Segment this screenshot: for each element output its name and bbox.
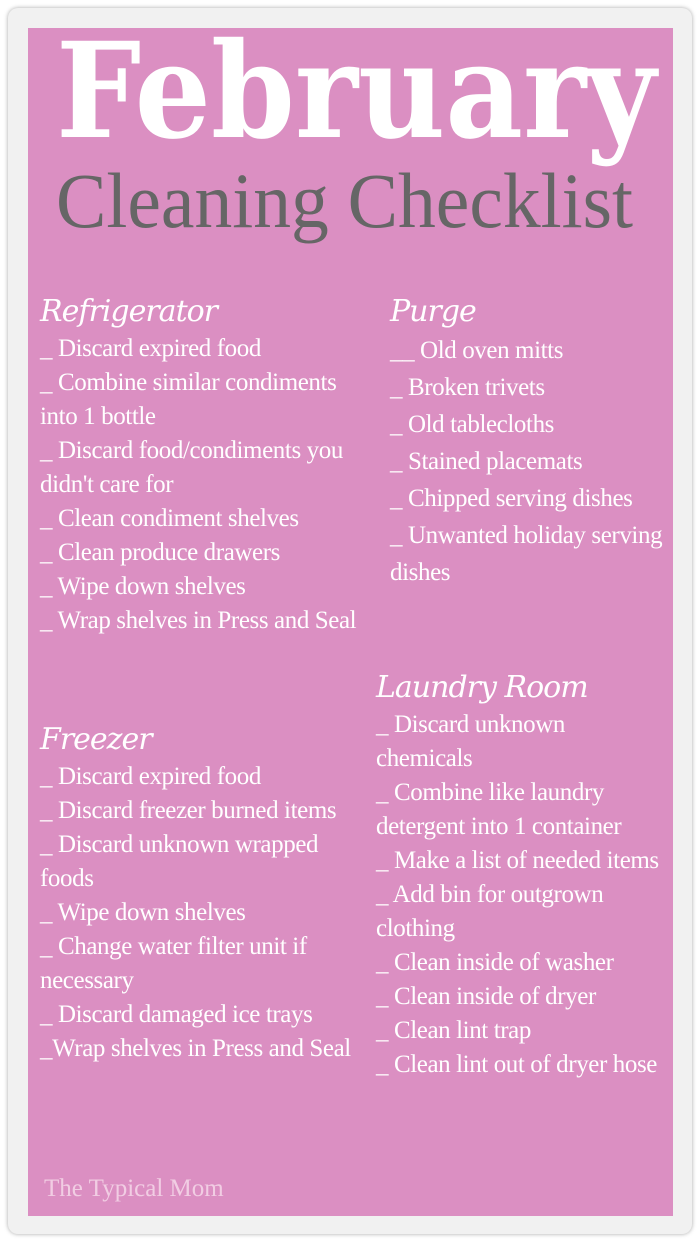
checklist-item: _ Wrap shelves in Press and Seal (40, 607, 357, 634)
checklist-item: _ Wipe down shelves (40, 573, 246, 600)
checklist-item: _ Change water filter unit if necessary (40, 933, 307, 994)
checklist-item: _ Combine like laundry detergent into 1 container (376, 779, 622, 840)
section-heading: Refrigerator (40, 294, 218, 329)
checklist-item: _ Wipe down shelves (40, 899, 246, 926)
checklist-item: _Wrap shelves in Press and Seal (40, 1035, 351, 1062)
checklist-item: _ Clean inside of washer (376, 949, 614, 976)
checklist-item: _ Discard damaged ice trays (40, 1001, 313, 1028)
checklist-item: _ Discard expired food (40, 763, 261, 790)
checklist-item: _ Clean condiment shelves (40, 505, 299, 532)
section-laundry (376, 668, 666, 1082)
checklist-item: _ Clean lint out of dryer hose (376, 1051, 657, 1078)
checklist-item: _ Discard unknown wrapped foods (40, 831, 319, 892)
section-purge (390, 292, 665, 591)
checklist-item: _ Clean inside of dryer (376, 983, 596, 1010)
checklist-item: _ Add bin for outgrown clothing (376, 881, 604, 942)
footer-brand: The Typical Mom (44, 1175, 224, 1202)
checklist-item: _ Discard freezer burned items (40, 797, 337, 824)
section-heading: Purge (390, 294, 476, 329)
section-refrigerator (40, 292, 370, 638)
checklist-item: _ Broken trivets (390, 374, 545, 401)
checklist-item: _ Discard expired food (40, 335, 261, 362)
checklist-item: _ Clean lint trap (376, 1017, 531, 1044)
checklist-item: _ Stained placemats (390, 448, 583, 475)
checklist-item: _ Discard unknown chemicals (376, 711, 566, 772)
checklist-item: _ Make a list of needed items (376, 847, 659, 874)
section-freezer (40, 720, 370, 1066)
checklist-item: _ Old tablecloths (390, 411, 555, 438)
checklist-item: __ Old oven mitts (390, 337, 564, 364)
checklist-item: _ Discard food/condiments you didn't care for (40, 437, 343, 498)
page-title: February (56, 14, 659, 169)
checklist-item: _ Combine similar condiments into 1 bottle (40, 369, 337, 430)
page-subtitle: Cleaning Checklist (56, 157, 634, 244)
checklist-item: _ Unwanted holiday serving dishes (390, 522, 663, 586)
checklist-item: _ Clean produce drawers (40, 539, 281, 566)
section-heading: Laundry Room (376, 670, 588, 705)
checklist-item: _ Chipped serving dishes (390, 485, 633, 512)
title-block (0, 0, 700, 260)
section-heading: Freezer (40, 722, 152, 757)
